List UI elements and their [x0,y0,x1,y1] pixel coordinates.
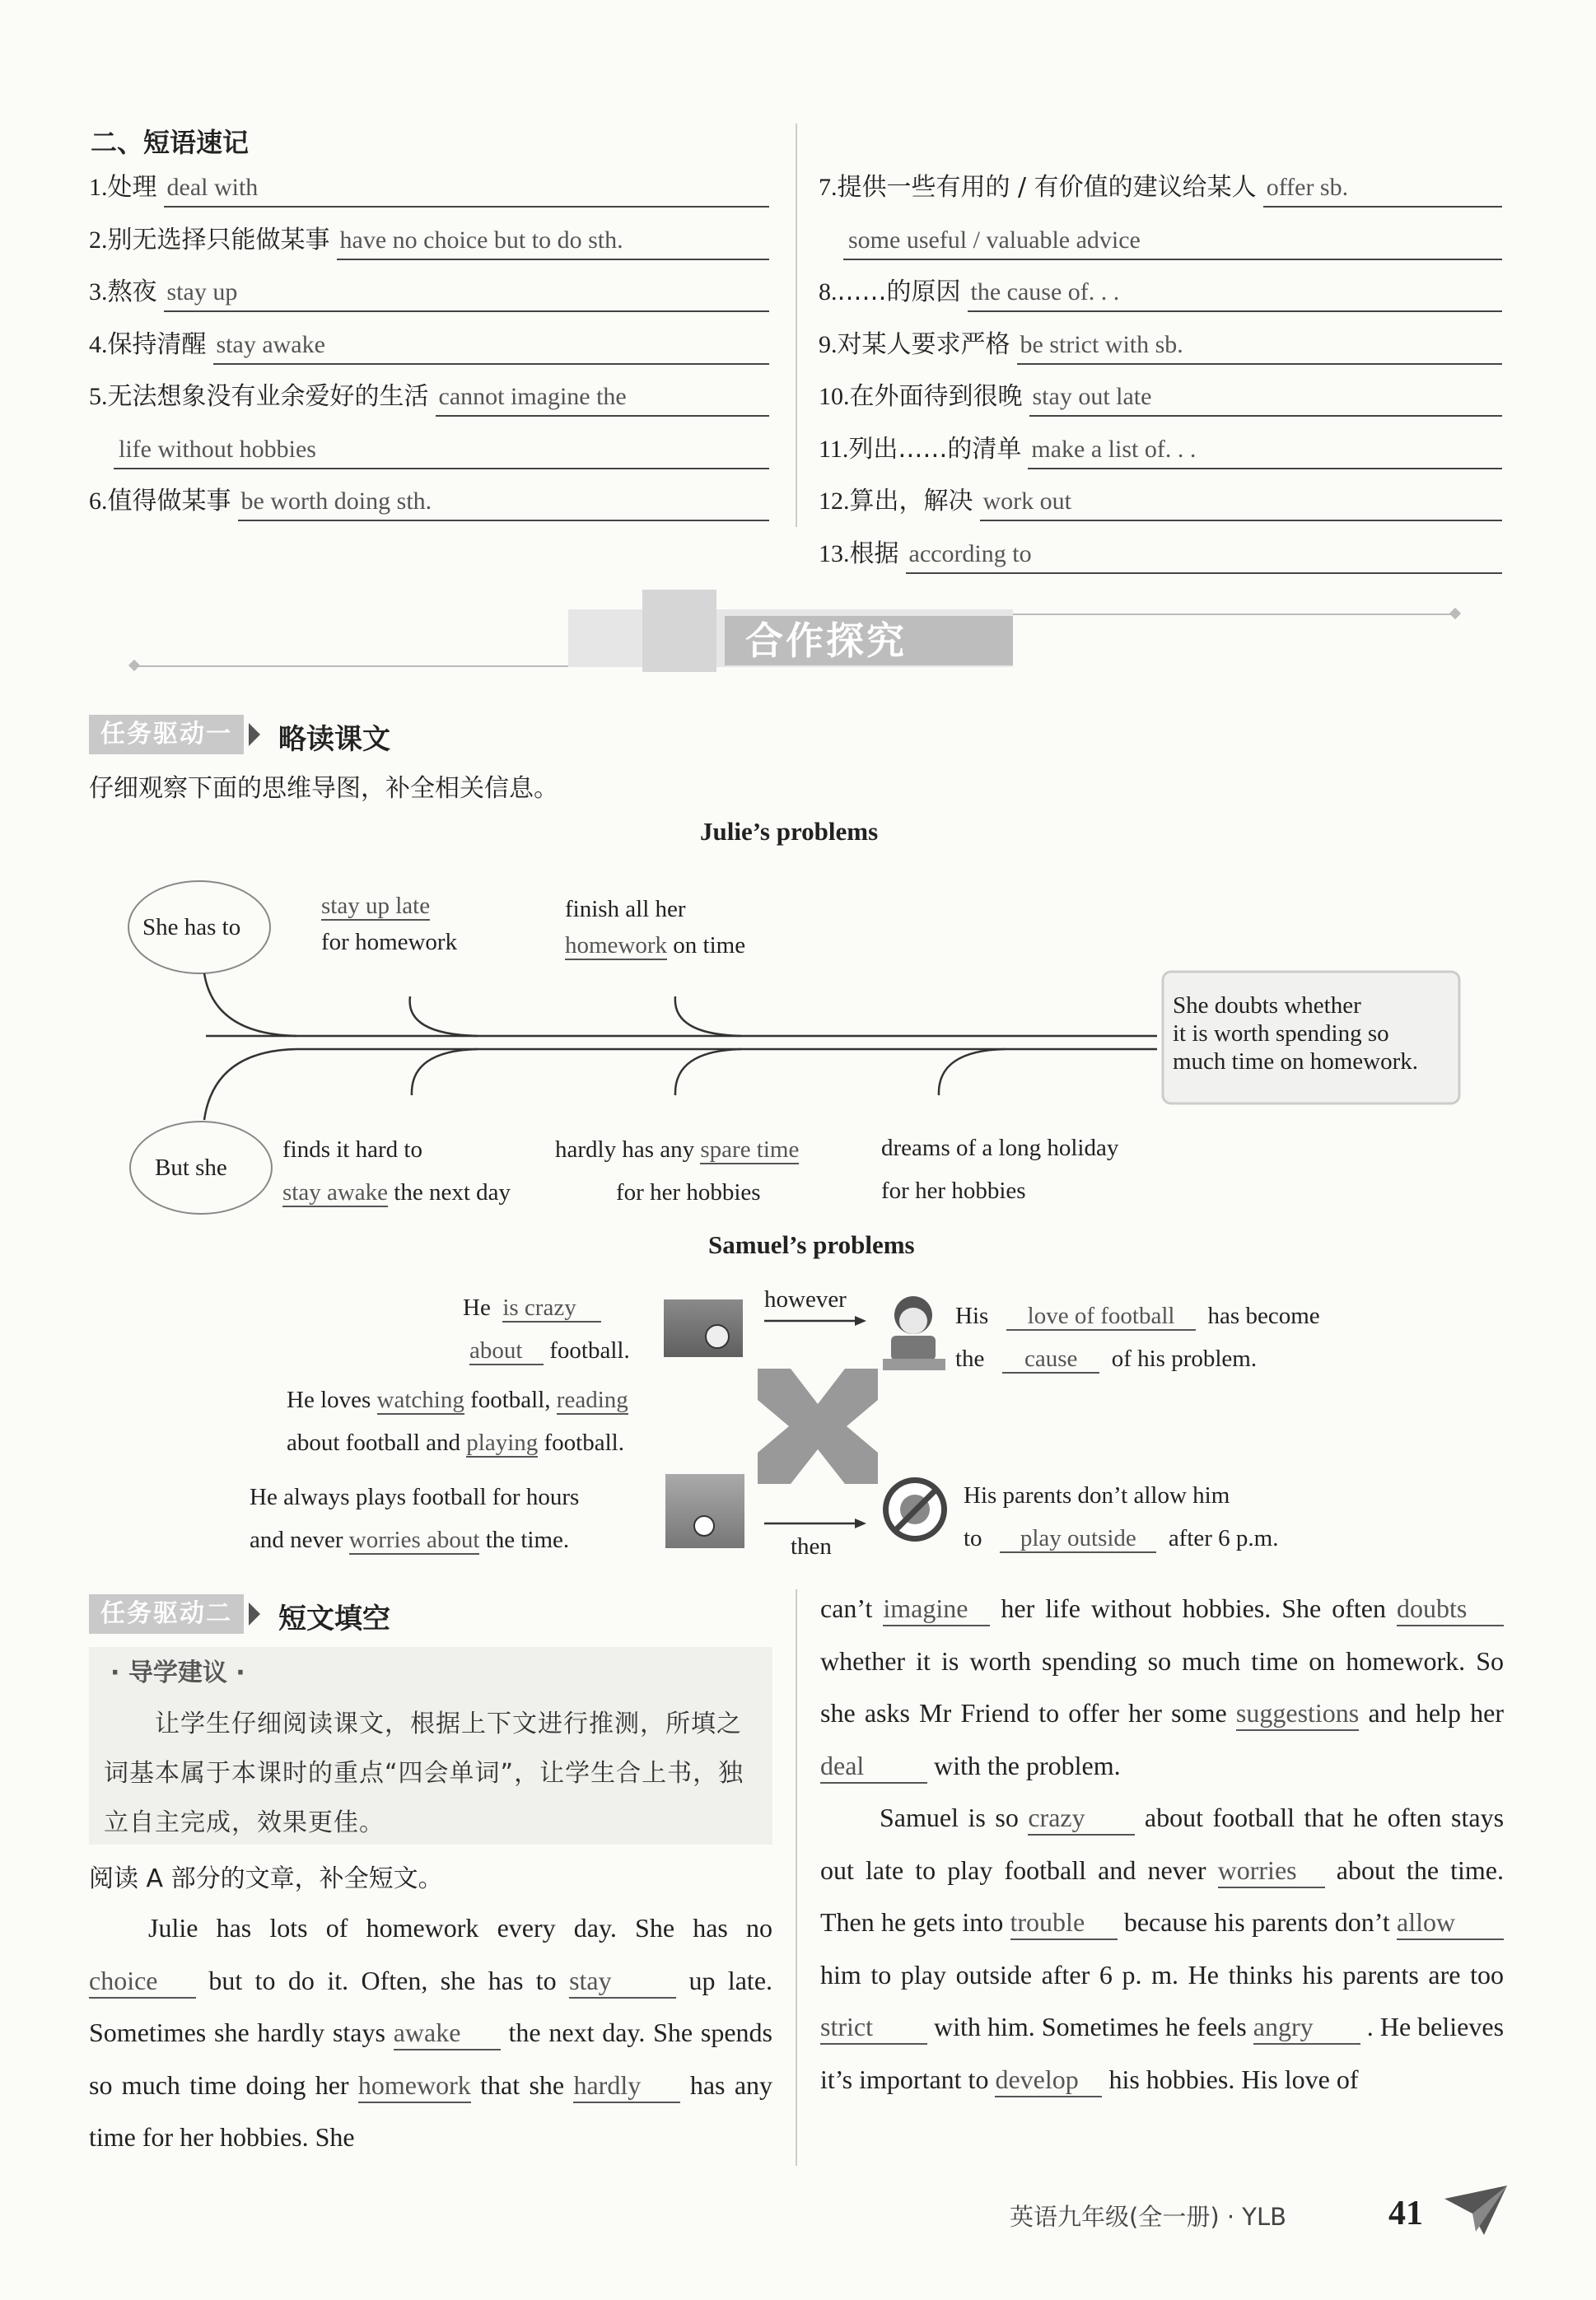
phrase-item [819,432,1502,483]
phrase-number: 5. [89,383,108,410]
phrase-item [819,327,1502,378]
passage-text: Samuel is so [880,1803,1029,1832]
phrase-item [819,483,1502,534]
answer-line [436,415,769,417]
banner-letter [642,590,716,672]
julie-top-branch-1 [321,888,457,960]
branch-text: on time [667,932,746,959]
phrase-number: 13. [819,539,850,567]
task1-title: 略读课文 [278,723,390,756]
tip-label: · 导学建议 · [110,1659,245,1687]
passage-blank: homework [358,2069,471,2103]
task1-tag: 任务驱动一 [89,715,244,754]
answer-line [1028,468,1502,469]
passage-text: his hobbies. His love of [1108,2064,1359,2094]
curve-top-2 [675,996,741,1036]
answer-line [980,520,1502,521]
passage-blank: allow [1397,1906,1504,1940]
branch-text: for homework [321,929,458,955]
passage-blank: deal [820,1749,927,1784]
branch-text: for her hobbies [616,1179,761,1206]
text: the [955,1346,985,1372]
phrase-item [819,536,1502,587]
answer-blank: is crazy [502,1295,601,1323]
node-top-label: She has to [142,914,241,940]
phrase-answer: cannot imagine the [438,383,627,410]
tip-box [89,1647,772,1845]
passage-text: with the problem. [934,1750,1121,1780]
node-bottom-label: But she [155,1155,227,1181]
phrase-chinese: 无法想象没有业余爱好的生活 [107,382,429,411]
answer-line [1017,363,1502,365]
samuel-parents [964,1474,1278,1560]
text: football, [464,1387,557,1413]
phrase-item [89,274,769,325]
julie-bottom-branch-3 [881,1127,1118,1212]
answer-line [164,310,769,312]
phrase-number: 6. [89,488,108,515]
phrase-number: 8. [819,278,838,306]
passage-text: Julie has lots of homework every day. She has no [148,1913,772,1943]
curve-top-1 [410,996,478,1036]
passage-text: has any time for her hobbies. She [89,2069,773,2152]
result-line: She doubts whether [1173,992,1361,1019]
passage-blank: crazy [1028,1801,1135,1836]
passage-text: him to play outside after 6 p. m. He thinks his parents are too [820,1959,1504,1990]
answer-blank: playing [466,1430,539,1456]
branch-text: finish all her [565,896,686,922]
branch-text: hardly has any [555,1136,701,1163]
phrase-answer: the cause of. . . [970,278,1120,306]
passage-blank: trouble [1010,1906,1118,1940]
branch-text: dreams of a long holiday [881,1135,1119,1161]
phrase-chinese: 熬夜 [107,278,157,306]
paper-plane-icon [1443,2182,1509,2240]
task2-tag-arrow [249,1603,260,1626]
phrase-answer: offer sb. [1266,174,1349,201]
phrase-number: 7. [819,174,838,201]
result-line: much time on homework. [1173,1048,1419,1075]
phrase-answer-cont: some useful / valuable advice [848,226,1141,254]
phrase-answer: work out [982,488,1071,515]
phrase-item [819,274,1502,325]
phrase-number: 9. [819,330,838,358]
phrase-number: 2. [89,226,108,254]
curve-top-main [204,973,296,1036]
answer-blank: love of football [1006,1303,1196,1331]
passage-text: up late. Sometimes she hardly stays [89,1965,773,2047]
phrase-item [89,379,769,483]
answer-line [843,259,1502,260]
answer-blank: spare time [700,1136,800,1163]
phrase-item [89,170,769,221]
text: He always plays football for hours [250,1484,580,1510]
phrase-number: 4. [89,330,108,358]
phrase-answer: according to [908,539,1032,567]
passage-text: can’t [820,1593,884,1623]
text: He loves [287,1387,377,1413]
text: after 6 p.m. [1168,1525,1279,1551]
passage-blank: doubts [1397,1592,1504,1626]
phrase-number: 11. [819,435,849,463]
passage-blank: awake [394,2016,501,2050]
passage-text: whether it is worth spending so much time on homework. So she asks Mr Friend to offer her some [820,1645,1504,1728]
text: of his problem. [1111,1346,1258,1372]
text: about football and [287,1430,467,1456]
phrase-item [89,483,769,534]
samuel-center-graphic [756,1285,880,1565]
answer-line [114,468,769,469]
banner-line-right [1013,613,1458,615]
phrase-chinese: 根据 [849,539,899,568]
phrase-chinese: ……的原因 [837,278,961,306]
text: football. [544,1337,630,1364]
answer-blank: stay up late [321,893,431,919]
passage-blank: imagine [883,1592,990,1626]
phrase-number: 12. [819,488,850,515]
passage-text: about football that he often stays out late to play football and never [820,1803,1505,1885]
phrase-number: 10. [819,383,850,410]
branch-text: for her hobbies [881,1178,1026,1204]
samuel-love [955,1295,1320,1380]
text: has become [1207,1303,1320,1329]
phrase-answer: stay out late [1032,383,1152,410]
answer-blank: about [469,1337,544,1365]
passage-text: because his parents don’t [1123,1907,1398,1937]
answer-blank: worries about [348,1527,480,1553]
passage-text: her life without hobbies. She often [1001,1593,1398,1623]
answer-line [906,572,1502,574]
samuel-loves [287,1379,628,1464]
phrase-answer: be strict with sb. [1020,330,1183,358]
passage-text: with him. Sometimes he feels [934,2012,1253,2041]
passage-blank: hardly [573,2069,680,2103]
passage-blank: angry [1253,2010,1360,2045]
phrase-answer: deal with [166,174,259,201]
phrase-item [819,379,1502,430]
section-title: 二、短语速记 [91,127,250,158]
passage-text: . He believes it’s important to [820,2012,1505,2094]
passage-text: that she [480,2069,574,2100]
phrase-answer-cont: life without hobbies [119,436,316,463]
phrase-item [89,222,769,273]
x-shape [758,1369,878,1484]
branch-text: finds it hard to [282,1136,422,1163]
answer-line [1263,206,1502,208]
passage-text: but to do it. Often, she has to [208,1965,570,1995]
curve-bottom-2 [675,1049,741,1095]
samuel-plays [250,1476,579,1561]
phrase-number: 1. [89,174,108,201]
samuel-map-title: Samuel’s problems [708,1230,915,1259]
passage-blank: worries [1218,1854,1325,1888]
phrase-answer: stay awake [216,330,325,358]
phrase-chinese: 值得做某事 [107,487,231,516]
banner-dot-right [1449,608,1461,619]
then-label: then [791,1533,832,1560]
phrase-chinese: 在外面待到很晚 [849,382,1023,411]
banner-title: 合作探究 [745,618,907,663]
answer-blank: homework [565,932,668,959]
text: football. [538,1430,624,1456]
top-column-divider [796,124,797,527]
task1-tag-arrow [249,723,260,746]
samuel-crazy [463,1286,630,1372]
football-photo-2 [665,1474,744,1548]
passage-blank: strict [820,2010,927,2045]
phrase-answer: make a list of. . . [1031,435,1197,463]
phrase-item [89,327,769,378]
phrase-answer: stay up [166,278,238,306]
however-label: however [764,1286,847,1313]
answer-blank: cause [1002,1346,1099,1374]
julie-bottom-branch-1 [282,1128,511,1214]
passage-blank: choice [89,1964,196,1999]
passage-blank: stay [569,1964,676,1999]
passage-blank: develop [995,2063,1102,2097]
phrase-chinese: 别无选择只能做某事 [107,225,330,254]
phrase-chinese: 算出，解决 [849,487,973,516]
passage-right [820,1583,1504,2106]
phrase-chinese: 处理 [107,173,157,202]
julie-map-title: Julie’s problems [700,817,879,846]
result-line: it is worth spending so [1173,1020,1389,1047]
text: His parents don’t allow him [964,1482,1230,1509]
boy-icon [883,1296,945,1375]
passage-text: and help her [1368,1698,1505,1728]
text: the time. [479,1527,570,1553]
answer-blank: reading [556,1387,628,1413]
banner-dot-left [128,660,140,671]
football-photo-1 [664,1299,743,1357]
text: He [463,1295,491,1321]
curve-bottom-main [204,1049,296,1120]
text: His [955,1303,989,1329]
task1-instruction: 仔细观察下面的思维导图，补全相关信息。 [89,774,558,803]
page-number: 41 [1388,2195,1423,2232]
branch-text: the next day [388,1179,511,1206]
phrase-answer: be worth doing sth. [240,488,432,515]
passage-left [89,1902,772,2164]
answer-line [213,363,769,365]
text: to [964,1525,982,1551]
column-divider [796,1589,797,2166]
task2-title: 短文填空 [278,1603,390,1635]
phrase-number: 3. [89,278,108,306]
task2-tag: 任务驱动二 [89,1594,244,1634]
phrase-chinese: 提供一些有用的 / 有价值的建议给某人 [837,173,1257,202]
answer-blank: stay awake [282,1179,389,1206]
julie-result [1173,991,1418,1075]
text: and never [250,1527,349,1553]
curve-bottom-1 [412,1049,478,1095]
answer-blank: play outside [1000,1525,1156,1553]
phrase-chinese: 列出……的清单 [848,434,1022,464]
julie-bottom-branch-2 [555,1128,799,1214]
answer-line [238,520,769,521]
footer-book: 英语九年级(全一册) · YLB [1010,2203,1287,2231]
phrase-answer: have no choice but to do sth. [339,226,623,254]
task2-instruction: 阅读 A 部分的文章，补全短文。 [89,1864,443,1893]
answer-blank: watching [376,1387,464,1413]
answer-line [968,310,1502,312]
answer-line [1029,415,1502,417]
passage-text: the next day. She spends so much time doing her [89,2018,773,2100]
no-football-icon [883,1477,947,1542]
curve-bottom-3 [939,1049,1005,1095]
answer-line [337,259,769,260]
tip-text: 让学生仔细阅读课文，根据上下文进行推测，所填之词基本属于本课时的重点“四会单词”，让学生合上书，独立自主完成，效果更佳。 [104,1710,744,1837]
passage-text: about the time. Then he gets into [820,1854,1505,1937]
passage-blank: suggestions [1236,1696,1359,1731]
phrase-chinese: 对某人要求严格 [837,329,1010,359]
answer-line [164,206,769,208]
phrase-chinese: 保持清醒 [107,329,207,359]
phrase-item [819,170,1502,273]
julie-top-branch-2 [565,891,745,963]
